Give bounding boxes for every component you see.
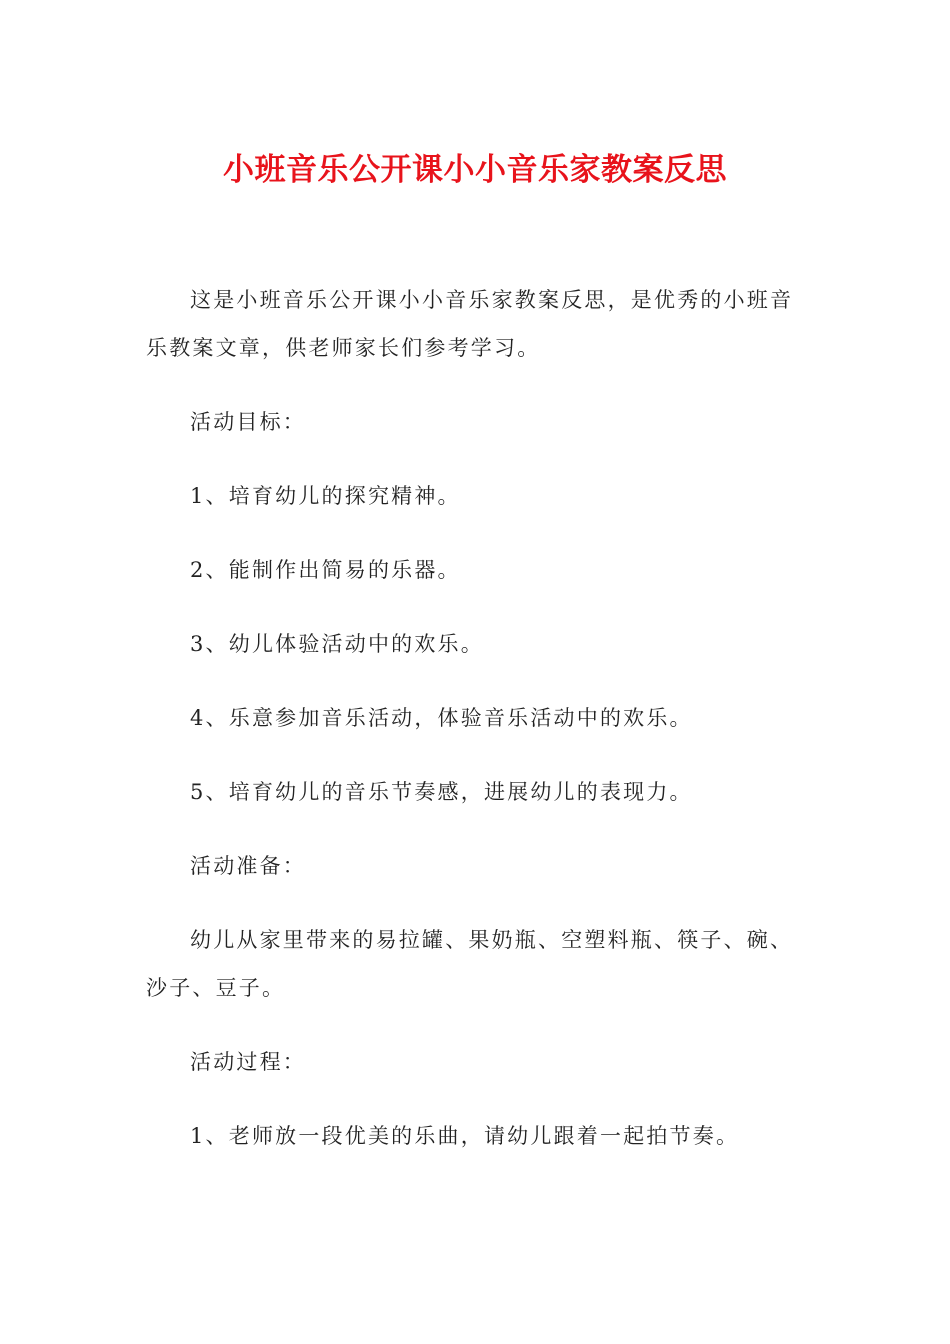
- goal-item-1: 1、培育幼儿的探究精神。: [190, 484, 461, 508]
- goal-item-2: 2、能制作出简易的乐器。: [190, 558, 461, 582]
- process-item-1: 1、老师放一段优美的乐曲，请幼儿跟着一起拍节奏。: [190, 1124, 740, 1148]
- goal-item-5: 5、培育幼儿的音乐节奏感，进展幼儿的表现力。: [190, 780, 693, 804]
- preparation-paragraph: 幼儿从家里带来的易拉罐、果奶瓶、空塑料瓶、筷子、碗、沙子、豆子。: [146, 928, 794, 1000]
- section-heading-process: 活动过程：: [190, 1050, 306, 1074]
- intro-paragraph: 这是小班音乐公开课小小音乐家教案反思，是优秀的小班音乐教案文章，供老师家长们参考学习。: [146, 288, 794, 360]
- section-heading-preparation: 活动准备：: [190, 854, 306, 878]
- goal-item-3: 3、幼儿体验活动中的欢乐。: [190, 632, 484, 656]
- section-heading-goals: 活动目标：: [190, 410, 306, 434]
- goal-item-4: 4、乐意参加音乐活动，体验音乐活动中的欢乐。: [190, 706, 693, 730]
- document-body: [146, 276, 806, 1186]
- document-title: 小班音乐公开课小小音乐家教案反思: [223, 152, 727, 188]
